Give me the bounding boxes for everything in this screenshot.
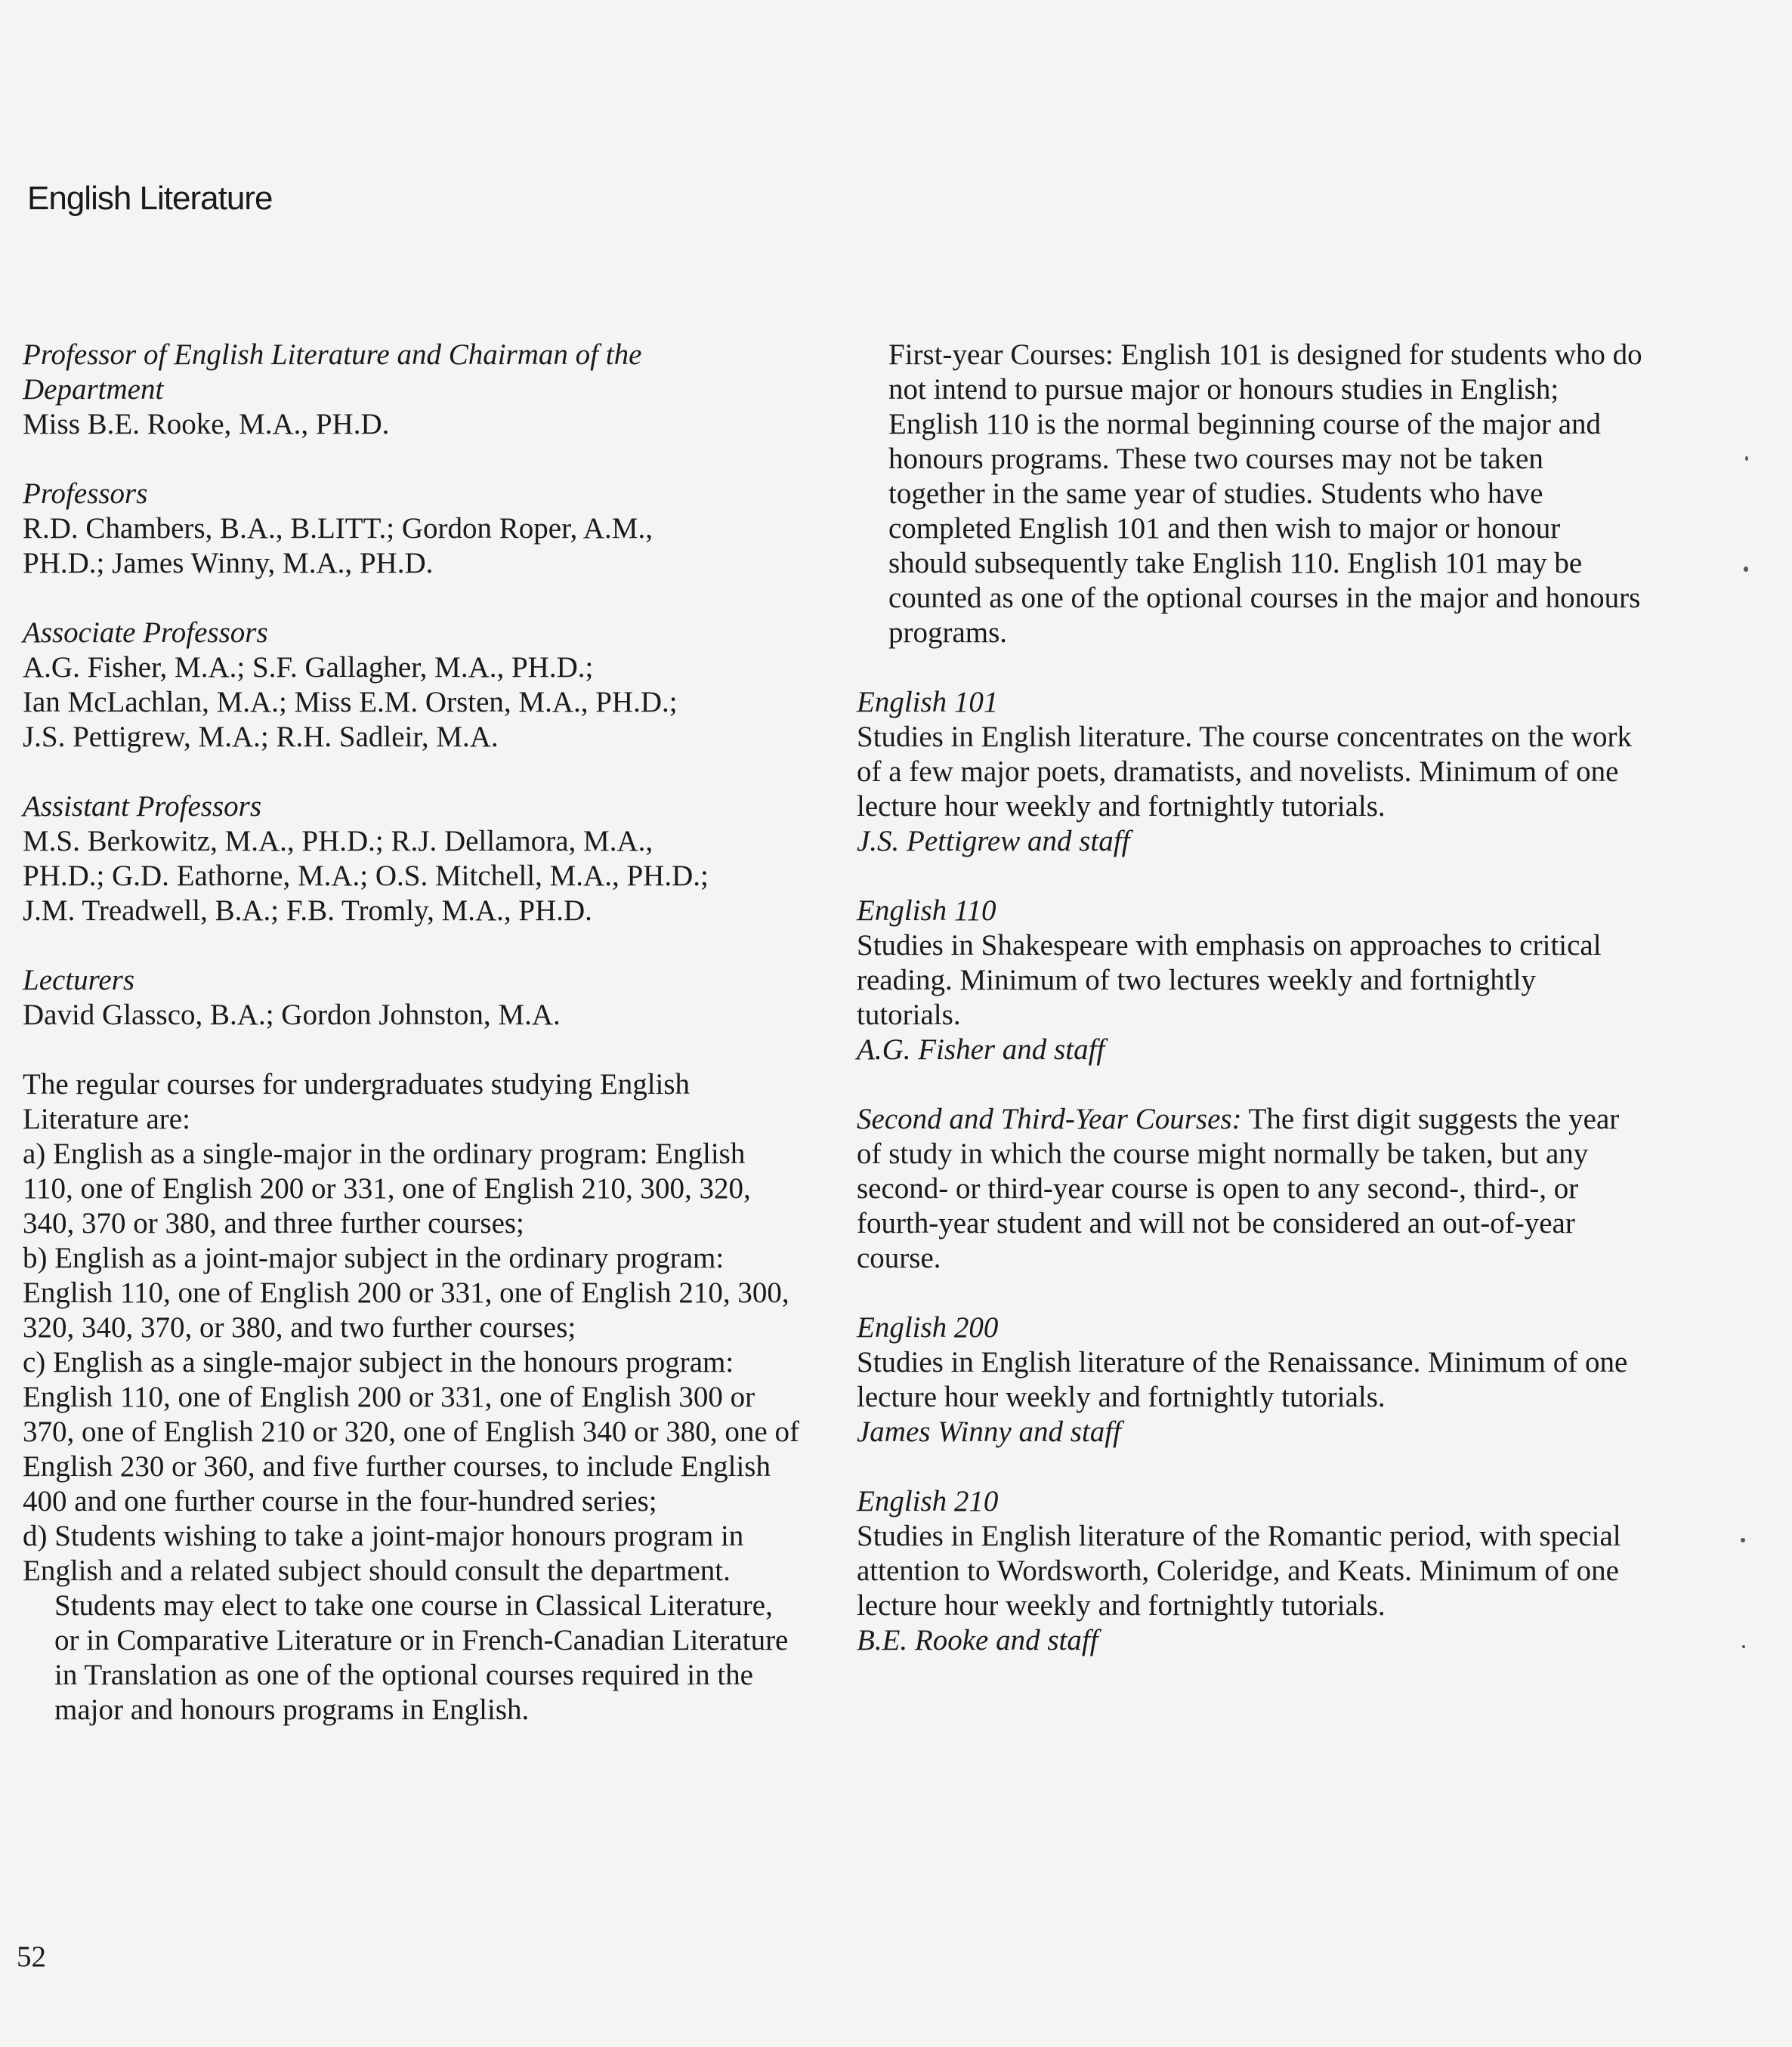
second-third-year-paragraph xyxy=(857,1102,1642,1276)
program-c: c) English as a single-major subject in the honours program: English 110, one of English 200 or 331, one of English 300 or 370, one of English 210 or 320, one of English 340 or 380, one of English 230 or 360, and five further courses, to include English 400 and one further course in the four-hundred series; xyxy=(23,1346,799,1517)
scan-speck xyxy=(1744,567,1748,572)
faculty-heading: Lecturers xyxy=(23,964,135,996)
faculty-heading: Assistant Professors xyxy=(23,790,262,823)
faculty-line: A.G. Fisher, M.A.; S.F. Gallagher, M.A., PH.D.; xyxy=(23,651,594,684)
left-column xyxy=(23,338,801,1727)
scan-speck xyxy=(1741,1538,1745,1542)
course-instructor: J.S. Pettigrew and staff xyxy=(857,825,1130,857)
second-third-year-text: The first digit suggests the year of study in which the course might normally be taken, but any second- or third-year course is open to any second-, third-, or fourth-year student and will not be considered an out-of-year course. xyxy=(857,1103,1620,1274)
faculty-heading: Professors xyxy=(23,477,148,510)
course-english-200 xyxy=(857,1311,1642,1450)
programs-section xyxy=(23,1067,801,1727)
programs-intro: The regular courses for undergraduates studying English Literature are: xyxy=(23,1068,691,1135)
program-b: b) English as a joint-major subject in the ordinary program: English 110, one of English 200 or 331, one of English 210, 300, 320, 340, 370, or 380, and two further courses; xyxy=(23,1242,789,1344)
course-english-110 xyxy=(857,894,1642,1067)
program-a: a) English as a single-major in the ordinary program: English 110, one of English 200 or 331, one of English 210, 300, 320, 340, 370 or 380, and three further courses; xyxy=(23,1138,751,1240)
faculty-line: J.M. Treadwell, B.A.; F.B. Tromly, M.A., PH.D. xyxy=(23,894,592,927)
first-year-paragraph: First-year Courses: English 101 is designed for students who do not intend to pursue major or honours studies in English; English 110 is the normal beginning course of the major and honours programs. These two courses may not be taken together in the same year of studies. Students who have completed English 101 and then wish to major or honour should subsequently take English 110. English 101 may be counted as one of the optional courses in the major and honours programs. xyxy=(888,338,1642,649)
faculty-assistant-professors xyxy=(23,789,801,928)
course-description: Studies in English literature. The course concentrates on the work of a few major poets, dramatists, and novelists. Minimum of one lecture hour weekly and fortnightly tutorials. xyxy=(857,721,1632,823)
faculty-line: David Glassco, B.A.; Gordon Johnston, M.A. xyxy=(23,999,561,1031)
course-instructor: A.G. Fisher and staff xyxy=(857,1033,1105,1066)
faculty-line: Ian McLachlan, M.A.; Miss E.M. Orsten, M.A., PH.D.; xyxy=(23,686,678,718)
course-english-101 xyxy=(857,685,1642,859)
course-code: English 101 xyxy=(857,686,999,718)
faculty-heading: Professor of English Literature and Chairman of the Department xyxy=(23,338,642,406)
electives-paragraph: Students may elect to take one course in Classical Literature, or in Comparative Literature or in French-Canadian Literature in Translation as one of the optional courses required in the major and honours programs in English. xyxy=(54,1589,789,1726)
page-title: English Literature xyxy=(27,180,273,217)
course-description: Studies in English literature of the Romantic period, with special attention to Wordsworth, Coleridge, and Keats. Minimum of one lecture hour weekly and fortnightly tutorials. xyxy=(857,1520,1621,1622)
faculty-chairman xyxy=(23,338,801,442)
scan-speck xyxy=(1745,456,1748,461)
faculty-lecturers xyxy=(23,963,801,1033)
page-number: 52 xyxy=(17,1940,46,1973)
program-d: d) Students wishing to take a joint-major honours program in English and a related subject should consult the department. xyxy=(23,1520,744,1587)
faculty-line: R.D. Chambers, B.A., B.LITT.; Gordon Roper, A.M., xyxy=(23,512,653,545)
course-code: English 210 xyxy=(857,1485,999,1517)
faculty-line: PH.D.; James Winny, M.A., PH.D. xyxy=(23,547,434,579)
course-english-210 xyxy=(857,1484,1642,1658)
faculty-line: J.S. Pettigrew, M.A.; R.H. Sadleir, M.A. xyxy=(23,721,499,753)
course-instructor: James Winny and staff xyxy=(857,1416,1121,1448)
course-description: Studies in Shakespeare with emphasis on approaches to critical reading. Minimum of two lectures weekly and fortnightly tutorials. xyxy=(857,929,1602,1031)
course-code: English 110 xyxy=(857,894,996,927)
course-instructor: B.E. Rooke and staff xyxy=(857,1624,1098,1656)
second-third-year-label: Second and Third-Year Courses: xyxy=(857,1103,1242,1135)
right-column xyxy=(857,338,1642,1693)
course-description: Studies in English literature of the Renaissance. Minimum of one lecture hour weekly and fortnightly tutorials. xyxy=(857,1346,1628,1413)
faculty-associate-professors xyxy=(23,616,801,755)
course-code: English 200 xyxy=(857,1311,999,1344)
faculty-heading: Associate Professors xyxy=(23,616,268,649)
scan-speck xyxy=(1742,1645,1745,1648)
faculty-line: PH.D.; G.D. Eathorne, M.A.; O.S. Mitchell, M.A., PH.D.; xyxy=(23,860,709,892)
faculty-professors xyxy=(23,477,801,581)
faculty-line: Miss B.E. Rooke, M.A., PH.D. xyxy=(23,408,390,440)
faculty-line: M.S. Berkowitz, M.A., PH.D.; R.J. Dellamora, M.A., xyxy=(23,825,653,857)
